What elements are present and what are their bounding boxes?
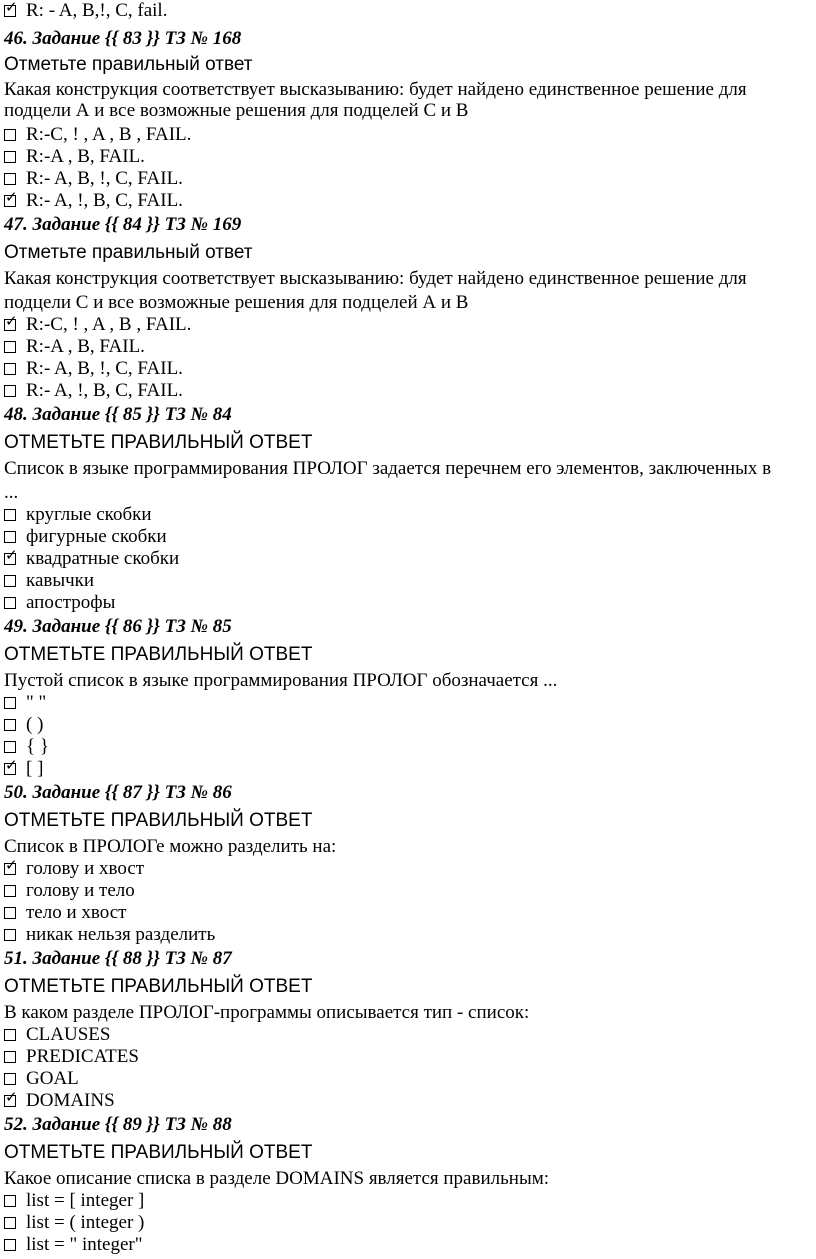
checkbox-icon[interactable] — [4, 1195, 16, 1207]
question-header: 47. Задание {{ 84 }} ТЗ № 169 — [4, 214, 242, 235]
answer-option[interactable] — [4, 736, 49, 758]
option-label: DOMAINS — [26, 1090, 115, 1111]
option-label: R:-C, ! , A , B , FAIL. — [26, 124, 192, 145]
checkbox-icon[interactable] — [4, 719, 16, 731]
checkmark-icon: ✓ — [5, 0, 18, 16]
option-label: ( ) — [26, 714, 44, 735]
checked-checkbox-icon[interactable] — [4, 756, 18, 775]
question-text: Какая конструкция соответствует высказыванию: будет найдено единственное решение для — [4, 268, 747, 289]
question-text: Какое описание списка в разделе DOMAINS является правильным: — [4, 1168, 550, 1189]
checkbox-icon[interactable] — [4, 151, 16, 163]
question-text: подцели А и все возможные решения для подцелей С и В — [4, 100, 469, 121]
instruction-text: ОТМЕТЬТЕ ПРАВИЛЬНЫЙ ОТВЕТ — [4, 644, 313, 665]
checkbox-icon[interactable] — [4, 1073, 16, 1085]
option-label: кавычки — [26, 570, 95, 591]
question-text: ... — [4, 482, 19, 503]
option-label: R:- A, !, B, C, FAIL. — [26, 190, 183, 211]
checkmark-icon: ✓ — [5, 856, 18, 874]
answer-option[interactable] — [4, 758, 43, 780]
checkmark-icon: ✓ — [5, 1088, 18, 1106]
answer-option[interactable] — [4, 1024, 110, 1046]
option-label: CLAUSES — [26, 1024, 111, 1045]
answer-option[interactable] — [4, 146, 145, 168]
answer-option[interactable] — [4, 190, 183, 212]
instruction-text: ОТМЕТЬТЕ ПРАВИЛЬНЫЙ ОТВЕТ — [4, 1142, 313, 1163]
option-label: R:- A, B, !, C, FAIL. — [26, 358, 183, 379]
instruction-text: Отметьте правильный ответ — [4, 54, 253, 75]
checkbox-icon[interactable] — [4, 363, 16, 375]
answer-option[interactable] — [4, 504, 152, 526]
instruction-text: Отметьте правильный ответ — [4, 242, 253, 263]
question-header: 49. Задание {{ 86 }} ТЗ № 85 — [4, 616, 232, 637]
answer-option[interactable] — [4, 592, 115, 614]
checkmark-icon: ✓ — [5, 546, 18, 564]
answer-option[interactable] — [4, 880, 135, 902]
option-label: голову и тело — [26, 880, 135, 901]
instruction-text: ОТМЕТЬТЕ ПРАВИЛЬНЫЙ ОТВЕТ — [4, 976, 313, 997]
question-header: 48. Задание {{ 85 }} ТЗ № 84 — [4, 404, 232, 425]
answer-option[interactable] — [4, 1046, 139, 1068]
checked-checkbox-icon[interactable] — [4, 188, 18, 207]
checkbox-icon[interactable] — [4, 341, 16, 353]
answer-option[interactable] — [4, 358, 183, 380]
answer-option[interactable] — [4, 902, 126, 924]
question-text: Список в ПРОЛОГе можно разделить на: — [4, 836, 337, 857]
option-label: никак нельзя разделить — [26, 924, 216, 945]
instruction-text: ОТМЕТЬТЕ ПРАВИЛЬНЫЙ ОТВЕТ — [4, 432, 313, 453]
option-label: PREDICATES — [26, 1046, 139, 1067]
option-label: R: - A, B,!, C, fail. — [26, 0, 168, 21]
checkbox-icon[interactable] — [4, 741, 16, 753]
checkbox-icon[interactable] — [4, 929, 16, 941]
option-label: R:- A, B, !, C, FAIL. — [26, 168, 183, 189]
answer-option[interactable] — [4, 570, 94, 592]
answer-option[interactable] — [4, 714, 43, 736]
checked-checkbox-icon[interactable] — [4, 546, 18, 565]
checkbox-icon[interactable] — [4, 697, 16, 709]
question-text: Какая конструкция соответствует высказыванию: будет найдено единственное решение для — [4, 79, 747, 100]
option-label: голову и хвост — [26, 858, 145, 879]
option-label: апострофы — [26, 592, 116, 613]
question-text: Список в языке программирования ПРОЛОГ задается перечнем его элементов, заключенных в — [4, 458, 772, 479]
option-label: R:-C, ! , A , B , FAIL. — [26, 314, 192, 335]
option-label: круглые скобки — [26, 504, 152, 525]
checked-checkbox-icon[interactable] — [4, 0, 18, 17]
question-header: 46. Задание {{ 83 }} ТЗ № 168 — [4, 28, 242, 49]
option-label: квадратные скобки — [26, 548, 180, 569]
checkbox-icon[interactable] — [4, 531, 16, 543]
question-header: 51. Задание {{ 88 }} ТЗ № 87 — [4, 948, 232, 969]
option-label: R:- A, !, B, C, FAIL. — [26, 380, 183, 401]
checkbox-icon[interactable] — [4, 907, 16, 919]
instruction-text: ОТМЕТЬТЕ ПРАВИЛЬНЫЙ ОТВЕТ — [4, 810, 313, 831]
answer-option[interactable] — [4, 548, 179, 570]
checked-checkbox-icon[interactable] — [4, 312, 18, 331]
answer-option[interactable] — [4, 1090, 115, 1112]
question-text: Пустой список в языке программирования ПРОЛОГ обозначается ... — [4, 670, 558, 691]
answer-option[interactable] — [4, 1068, 79, 1090]
checkmark-icon: ✓ — [5, 188, 18, 206]
answer-option[interactable] — [4, 0, 167, 22]
checkbox-icon[interactable] — [4, 1029, 16, 1041]
option-label: тело и хвост — [26, 902, 127, 923]
checkbox-icon[interactable] — [4, 597, 16, 609]
option-label: " " — [26, 692, 47, 713]
checkbox-icon[interactable] — [4, 509, 16, 521]
option-label: фигурные скобки — [26, 526, 167, 547]
answer-option[interactable] — [4, 168, 183, 190]
answer-option[interactable] — [4, 1234, 142, 1256]
option-label: [ ] — [26, 758, 44, 779]
option-label: list = " integer" — [26, 1234, 143, 1255]
answer-option[interactable] — [4, 526, 167, 548]
answer-option[interactable] — [4, 924, 215, 946]
option-label: list = [ integer ] — [26, 1190, 145, 1211]
checkbox-icon[interactable] — [4, 1239, 16, 1251]
question-header: 52. Задание {{ 89 }} ТЗ № 88 — [4, 1114, 232, 1135]
answer-option[interactable] — [4, 858, 144, 880]
option-label: GOAL — [26, 1068, 79, 1089]
answer-option[interactable] — [4, 1190, 144, 1212]
option-label: R:-A , B, FAIL. — [26, 336, 145, 357]
question-text: подцели С и все возможные решения для подцелей А и В — [4, 292, 469, 313]
answer-option[interactable] — [4, 336, 145, 358]
option-label: { } — [26, 736, 49, 757]
checkbox-icon[interactable] — [4, 129, 16, 141]
answer-option[interactable] — [4, 692, 46, 714]
checked-checkbox-icon[interactable] — [4, 856, 18, 875]
checkbox-icon[interactable] — [4, 575, 16, 587]
answer-option[interactable] — [4, 124, 191, 146]
checkbox-icon[interactable] — [4, 173, 16, 185]
answer-option[interactable] — [4, 380, 183, 402]
answer-option[interactable] — [4, 1212, 144, 1234]
question-header: 50. Задание {{ 87 }} ТЗ № 86 — [4, 782, 232, 803]
checkbox-icon[interactable] — [4, 1217, 16, 1229]
option-label: list = ( integer ) — [26, 1212, 145, 1233]
checkbox-icon[interactable] — [4, 1051, 16, 1063]
checked-checkbox-icon[interactable] — [4, 1088, 18, 1107]
checkbox-icon[interactable] — [4, 885, 16, 897]
question-text: В каком разделе ПРОЛОГ-программы описывается тип - список: — [4, 1002, 530, 1023]
answer-option[interactable] — [4, 314, 191, 336]
checkmark-icon: ✓ — [5, 312, 18, 330]
option-label: R:-A , B, FAIL. — [26, 146, 145, 167]
checkmark-icon: ✓ — [5, 756, 18, 774]
checkbox-icon[interactable] — [4, 385, 16, 397]
